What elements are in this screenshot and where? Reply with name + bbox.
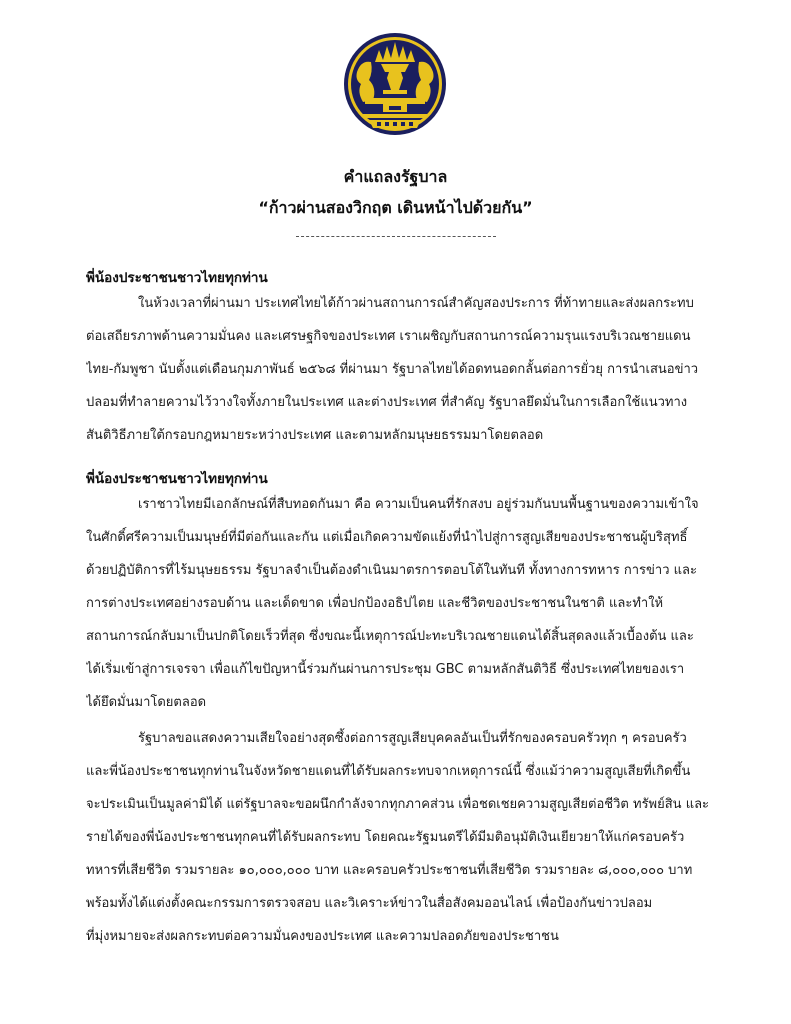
- paragraph-line: จะประเมินเป็นมูลค่ามิได้ แต่รัฐบาลจะขอผนึกกำลังจากทุกภาคส่วน เพื่อชดเชยความสูญเสียต่อชีวิต ทรัพย์สิน และ: [86, 797, 710, 812]
- section-1-heading: พี่น้องประชาชนชาวไทยทุกท่าน: [86, 270, 268, 286]
- paragraph-line: การต่างประเทศอย่างรอบด้าน และเด็ดขาด เพื่อปกป้องอธิปไตย และชีวิตของประชาชนในชาติ และทำให้: [86, 596, 664, 611]
- title-divider: [296, 236, 496, 237]
- paragraph-line: สถานการณ์กลับมาเป็นปกติโดยเร็วที่สุด ซึ่งขณะนี้เหตุการณ์ปะทะบริเวณชายแดนได้สิ้นสุดลงแล้วเบื้องต้น และ: [86, 629, 694, 644]
- paragraph-line: ต่อเสถียรภาพด้านความมั่นคง และเศรษฐกิจของประเทศ เราเผชิญกับสถานการณ์ความรุนแรงบริเวณชายแดน: [86, 329, 691, 344]
- paragraph-line: ในศักดิ์ศรีความเป็นมนุษย์ที่มีต่อกันและกัน แต่เมื่อเกิดความขัดแย้งที่นำไปสู่การสูญเสียของประชาชนผู้บริสุทธิ์: [86, 530, 688, 545]
- section-2-paragraph: [86, 488, 710, 719]
- government-emblem-icon: [343, 32, 447, 136]
- paragraph-line: เราชาวไทยมีเอกลักษณ์ที่สืบทอดกันมา คือ ความเป็นคนที่รักสงบ อยู่ร่วมกันบนพื้นฐานของความเข้าใจ: [138, 497, 699, 512]
- paragraph-line: ปลอมที่ทำลายความไว้วางใจทั้งภายในประเทศ และต่างประเทศ ที่สำคัญ รัฐบาลยึดมั่นในการเลือกใช้แนวทาง: [86, 395, 688, 410]
- paragraph-line: ได้ยึดมั่นมาโดยตลอด: [86, 695, 207, 710]
- paragraph-line: ไทย-กัมพูชา นับตั้งแต่เดือนกุมภาพันธ์ ๒๕๖๘ ที่ผ่านมา รัฐบาลไทยได้อดทนอดกลั้นต่อการยั่วยุ การนำเสนอข่าว: [86, 362, 699, 377]
- paragraph-line: และพี่น้องประชาชนทุกท่านในจังหวัดชายแดนที่ได้รับผลกระทบจากเหตุการณ์นี้ ซึ่งแม้ว่าความสูญเสียที่เกิดขึ้น: [86, 764, 691, 779]
- paragraph-line: สันติวิธีภายใต้กรอบกฎหมายระหว่างประเทศ และตามหลักมนุษยธรรมมาโดยตลอด: [86, 428, 544, 443]
- statement-title: คำแถลงรัฐบาล: [343, 167, 448, 186]
- paragraph-line: ที่มุ่งหมายจะส่งผลกระทบต่อความมั่นคงของประเทศ และความปลอดภัยของประชาชน: [86, 929, 559, 944]
- paragraph-line: ในห้วงเวลาที่ผ่านมา ประเทศไทยได้ก้าวผ่านสถานการณ์สำคัญสองประการ ที่ท้าทายและส่งผลกระทบ: [138, 296, 694, 311]
- section-2-heading: พี่น้องประชาชนชาวไทยทุกท่าน: [86, 471, 268, 487]
- paragraph-line: ด้วยปฏิบัติการที่ไร้มนุษยธรรม รัฐบาลจำเป็นต้องดำเนินมาตรการตอบโต้ในทันที ทั้งทางการทหาร การข่าว และ: [86, 563, 697, 578]
- paragraph-line: รัฐบาลขอแสดงความเสียใจอย่างสุดซึ้งต่อการสูญเสียบุคคลอันเป็นที่รักของครอบครัวทุก ๆ ครอบครัว: [138, 731, 687, 746]
- paragraph-line: ได้เริ่มเข้าสู่การเจรจา เพื่อแก้ไขปัญหานี้ร่วมกันผ่านการประชุม GBC ตามหลักสันติวิธี ซึ่งประเทศไทยของเรา: [86, 662, 685, 677]
- paragraph-line: พร้อมทั้งได้แต่งตั้งคณะกรรมการตรวจสอบ และวิเคราะห์ข่าวในสื่อสังคมออนไลน์ เพื่อป้องกันข่าวปลอม: [86, 896, 653, 911]
- section-3-paragraph: [86, 722, 710, 953]
- paragraph-line: รายได้ของพี่น้องประชาชนทุกคนที่ได้รับผลกระทบ โดยคณะรัฐมนตรีได้มีมติอนุมัติเงินเยียวยาให้แก่ครอบครัว: [86, 830, 685, 845]
- statement-subtitle: “ก้าวผ่านสองวิกฤต เดินหน้าไปด้วยกัน”: [258, 198, 533, 217]
- paragraph-line: ทหารที่เสียชีวิต รวมรายละ ๑๐,๐๐๐,๐๐๐ บาท และครอบครัวประชาชนที่เสียชีวิต รวมรายละ ๘,๐๐๐,๐๐๐ บาท: [86, 863, 693, 878]
- section-1-paragraph: [86, 287, 710, 452]
